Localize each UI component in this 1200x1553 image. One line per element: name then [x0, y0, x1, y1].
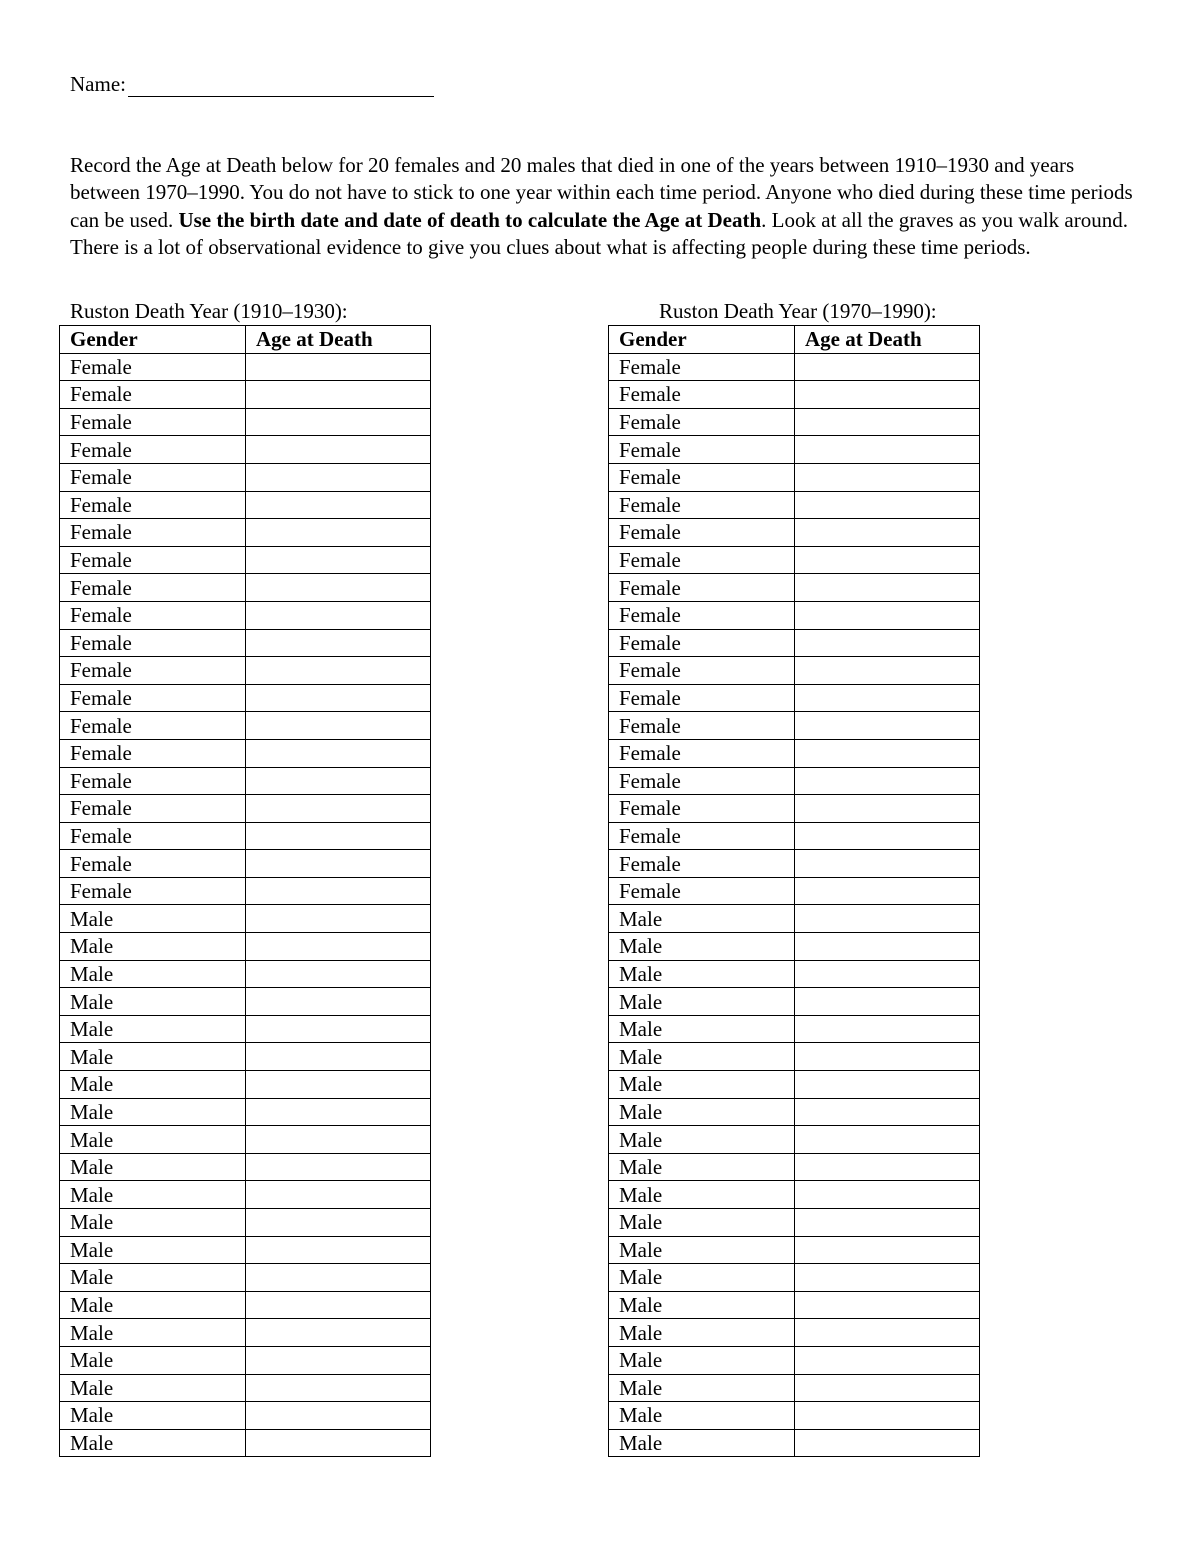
gender-cell: Male	[609, 960, 795, 988]
table-row	[60, 933, 431, 961]
gender-cell: Female	[60, 574, 246, 602]
age-at-death-cell[interactable]	[795, 546, 980, 574]
table-row	[609, 739, 980, 767]
age-at-death-cell[interactable]	[795, 905, 980, 933]
gender-cell: Male	[609, 1209, 795, 1237]
gender-header: Gender	[60, 326, 246, 354]
name-label: Name:	[70, 72, 126, 96]
age-at-death-cell[interactable]	[795, 712, 980, 740]
table-row	[609, 960, 980, 988]
age-at-death-cell[interactable]	[795, 1236, 980, 1264]
gender-cell: Male	[609, 1429, 795, 1457]
table-row	[609, 408, 980, 436]
age-at-death-cell[interactable]	[246, 795, 431, 823]
table-row	[609, 601, 980, 629]
table-row	[609, 574, 980, 602]
age-table-1910-1930	[59, 325, 431, 1457]
age-at-death-cell[interactable]	[246, 1015, 431, 1043]
table-row	[609, 1153, 980, 1181]
gender-cell: Female	[609, 381, 795, 409]
instructions-text-end: . Look at all the graves as you walk around. There is a lot of observational evidence to give you clues about what is affecting people during these time periods.	[70, 207, 1128, 259]
age-at-death-cell[interactable]	[246, 463, 431, 491]
table-row	[609, 491, 980, 519]
gender-cell: Male	[609, 1346, 795, 1374]
table-row	[609, 1402, 980, 1430]
age-at-death-cell[interactable]	[246, 353, 431, 381]
gender-cell: Male	[609, 933, 795, 961]
table-row	[609, 684, 980, 712]
table-row	[60, 988, 431, 1016]
gender-cell: Female	[609, 408, 795, 436]
table-row	[609, 1126, 980, 1154]
instructions-text: Record the Age at Death below for 20 females and 20 males that died in one of the years between 1910–1930 and years between 1970–1990. You do not have to stick to one year within each time period. Anyone who died during these time periods can be used.	[70, 153, 1133, 232]
table-row	[60, 1098, 431, 1126]
gender-cell: Female	[609, 353, 795, 381]
table-row	[609, 933, 980, 961]
age-at-death-cell[interactable]	[795, 1015, 980, 1043]
table-row	[60, 381, 431, 409]
gender-cell: Male	[60, 960, 246, 988]
table-row	[60, 1346, 431, 1374]
gender-cell: Male	[609, 1015, 795, 1043]
age-at-death-cell[interactable]	[795, 1043, 980, 1071]
gender-cell: Female	[609, 463, 795, 491]
gender-cell: Male	[60, 1319, 246, 1347]
age-at-death-cell[interactable]	[795, 988, 980, 1016]
gender-cell: Male	[60, 1236, 246, 1264]
gender-cell: Male	[60, 1181, 246, 1209]
age-at-death-cell[interactable]	[795, 739, 980, 767]
age-at-death-cell[interactable]	[246, 960, 431, 988]
gender-cell: Female	[60, 795, 246, 823]
table-row	[60, 877, 431, 905]
age-at-death-cell[interactable]	[246, 905, 431, 933]
table-row	[609, 1015, 980, 1043]
age-at-death-cell[interactable]	[246, 739, 431, 767]
age-at-death-cell[interactable]	[246, 546, 431, 574]
gender-cell: Male	[60, 1126, 246, 1154]
gender-cell: Male	[60, 1071, 246, 1099]
table-row	[609, 767, 980, 795]
table-row	[609, 1346, 980, 1374]
table-row	[609, 1209, 980, 1237]
gender-cell: Female	[60, 767, 246, 795]
gender-cell: Male	[60, 933, 246, 961]
table-row	[609, 795, 980, 823]
table-row	[60, 960, 431, 988]
age-at-death-cell[interactable]	[795, 1291, 980, 1319]
gender-cell: Female	[609, 877, 795, 905]
table-row	[609, 850, 980, 878]
age-at-death-cell[interactable]	[246, 1236, 431, 1264]
age-at-death-cell[interactable]	[795, 684, 980, 712]
gender-cell: Male	[60, 1374, 246, 1402]
gender-cell: Male	[609, 1319, 795, 1347]
table-row	[609, 519, 980, 547]
gender-cell: Male	[609, 1126, 795, 1154]
table-row	[609, 657, 980, 685]
age-at-death-cell[interactable]	[246, 1098, 431, 1126]
table-row	[60, 601, 431, 629]
table-row	[60, 1209, 431, 1237]
gender-cell: Female	[609, 795, 795, 823]
instructions-paragraph	[70, 152, 1140, 261]
table-row	[60, 574, 431, 602]
table-row	[609, 1374, 980, 1402]
table-row	[60, 684, 431, 712]
age-at-death-cell[interactable]	[246, 408, 431, 436]
age-at-death-cell[interactable]	[795, 491, 980, 519]
table-row	[60, 850, 431, 878]
gender-cell: Male	[60, 1264, 246, 1292]
table-row	[609, 381, 980, 409]
table-row	[609, 822, 980, 850]
gender-cell: Female	[60, 712, 246, 740]
table-row	[609, 629, 980, 657]
table-title-1970-1990: Ruston Death Year (1970–1990):	[659, 299, 937, 323]
table-row	[609, 1043, 980, 1071]
age-at-death-cell[interactable]	[246, 1429, 431, 1457]
age-at-death-cell[interactable]	[795, 960, 980, 988]
age-table-1970-1990	[608, 325, 980, 1457]
age-at-death-cell[interactable]	[795, 408, 980, 436]
gender-cell: Female	[60, 601, 246, 629]
table-row	[60, 629, 431, 657]
gender-cell: Female	[60, 850, 246, 878]
gender-cell: Female	[60, 684, 246, 712]
age-at-death-cell[interactable]	[246, 1264, 431, 1292]
age-at-death-cell[interactable]	[795, 381, 980, 409]
table-header-row	[609, 326, 980, 354]
age-at-death-cell[interactable]	[795, 1346, 980, 1374]
age-at-death-cell[interactable]	[246, 850, 431, 878]
age-at-death-cell[interactable]	[795, 1264, 980, 1292]
gender-cell: Male	[60, 1209, 246, 1237]
age-at-death-cell[interactable]	[246, 712, 431, 740]
gender-cell: Male	[609, 1098, 795, 1126]
table-row	[609, 1429, 980, 1457]
gender-cell: Male	[60, 1429, 246, 1457]
gender-cell: Female	[609, 546, 795, 574]
gender-cell: Female	[609, 519, 795, 547]
age-at-death-cell[interactable]	[246, 988, 431, 1016]
table-row	[60, 1374, 431, 1402]
gender-cell: Female	[60, 436, 246, 464]
gender-cell: Male	[609, 1264, 795, 1292]
age-at-death-cell[interactable]	[246, 1346, 431, 1374]
table-row	[60, 739, 431, 767]
gender-cell: Female	[609, 739, 795, 767]
gender-header: Gender	[609, 326, 795, 354]
age-at-death-cell[interactable]	[246, 629, 431, 657]
table-row	[60, 1181, 431, 1209]
gender-cell: Male	[60, 1291, 246, 1319]
gender-cell: Male	[60, 988, 246, 1016]
table-header-row	[60, 326, 431, 354]
gender-cell: Male	[60, 1015, 246, 1043]
table-row	[60, 1291, 431, 1319]
age-at-death-cell[interactable]	[795, 1153, 980, 1181]
age-at-death-cell[interactable]	[246, 601, 431, 629]
age-at-death-cell[interactable]	[246, 1291, 431, 1319]
table-row	[609, 353, 980, 381]
age-at-death-cell[interactable]	[795, 657, 980, 685]
gender-cell: Male	[60, 1402, 246, 1430]
age-at-death-cell[interactable]	[795, 1098, 980, 1126]
age-at-death-cell[interactable]	[246, 1374, 431, 1402]
table-row	[609, 1264, 980, 1292]
age-at-death-cell[interactable]	[246, 1181, 431, 1209]
age-at-death-cell[interactable]	[795, 1374, 980, 1402]
gender-cell: Female	[60, 822, 246, 850]
age-at-death-cell[interactable]	[795, 933, 980, 961]
table-row	[60, 436, 431, 464]
table-row	[60, 1153, 431, 1181]
age-at-death-cell[interactable]	[795, 629, 980, 657]
gender-cell: Female	[609, 436, 795, 464]
gender-cell: Female	[609, 822, 795, 850]
age-at-death-cell[interactable]	[795, 1071, 980, 1099]
age-at-death-cell[interactable]	[246, 1153, 431, 1181]
gender-cell: Female	[60, 546, 246, 574]
age-at-death-cell[interactable]	[246, 1126, 431, 1154]
age-at-death-cell[interactable]	[795, 822, 980, 850]
age-at-death-cell[interactable]	[246, 767, 431, 795]
gender-cell: Female	[609, 629, 795, 657]
table-row	[609, 463, 980, 491]
age-at-death-cell[interactable]	[246, 657, 431, 685]
age-at-death-cell[interactable]	[795, 877, 980, 905]
age-at-death-cell[interactable]	[246, 436, 431, 464]
table-row	[60, 463, 431, 491]
age-at-death-cell[interactable]	[246, 822, 431, 850]
table-row	[60, 546, 431, 574]
age-at-death-cell[interactable]	[795, 1209, 980, 1237]
age-at-death-cell[interactable]	[246, 574, 431, 602]
table-row	[60, 1236, 431, 1264]
age-at-death-cell[interactable]	[795, 436, 980, 464]
table-row	[60, 1319, 431, 1347]
table-row	[60, 1264, 431, 1292]
age-at-death-cell[interactable]	[246, 933, 431, 961]
gender-cell: Male	[60, 1043, 246, 1071]
age-at-death-cell[interactable]	[795, 463, 980, 491]
table-row	[609, 905, 980, 933]
table-row	[60, 491, 431, 519]
table-row	[609, 436, 980, 464]
table-row	[609, 712, 980, 740]
table-row	[60, 519, 431, 547]
gender-cell: Female	[609, 850, 795, 878]
age-at-death-cell[interactable]	[246, 1319, 431, 1347]
table-row	[60, 795, 431, 823]
table-row	[609, 1236, 980, 1264]
gender-cell: Female	[609, 767, 795, 795]
table-row	[60, 767, 431, 795]
age-at-death-cell[interactable]	[795, 1429, 980, 1457]
gender-cell: Female	[609, 684, 795, 712]
table-row	[60, 822, 431, 850]
table-row	[60, 1015, 431, 1043]
table-row	[60, 905, 431, 933]
gender-cell: Female	[609, 491, 795, 519]
table-row	[609, 546, 980, 574]
age-at-death-cell[interactable]	[795, 1402, 980, 1430]
gender-cell: Female	[60, 491, 246, 519]
table-row	[609, 1181, 980, 1209]
age-at-death-cell[interactable]	[795, 767, 980, 795]
age-at-death-cell[interactable]	[795, 1319, 980, 1347]
table-row	[60, 1429, 431, 1457]
table-title-1910-1930: Ruston Death Year (1910–1930):	[70, 299, 348, 323]
age-at-death-cell[interactable]	[246, 1209, 431, 1237]
gender-cell: Male	[609, 1291, 795, 1319]
gender-cell: Female	[60, 629, 246, 657]
name-input-line[interactable]	[128, 72, 434, 97]
age-at-death-cell[interactable]	[795, 795, 980, 823]
table-row	[609, 1071, 980, 1099]
age-at-death-cell[interactable]	[246, 877, 431, 905]
age-at-death-cell[interactable]	[795, 519, 980, 547]
age-at-death-cell[interactable]	[795, 574, 980, 602]
table-row	[60, 712, 431, 740]
age-at-death-cell[interactable]	[246, 519, 431, 547]
table-row	[609, 1098, 980, 1126]
gender-cell: Male	[60, 905, 246, 933]
table-row	[60, 1126, 431, 1154]
gender-cell: Male	[609, 988, 795, 1016]
age-at-death-cell[interactable]	[246, 1071, 431, 1099]
table-row	[609, 1291, 980, 1319]
age-at-death-cell[interactable]	[795, 850, 980, 878]
age-at-death-header: Age at Death	[246, 326, 431, 354]
gender-cell: Male	[609, 1374, 795, 1402]
gender-cell: Male	[609, 1236, 795, 1264]
age-at-death-cell[interactable]	[246, 1043, 431, 1071]
gender-cell: Female	[60, 657, 246, 685]
gender-cell: Female	[60, 463, 246, 491]
age-at-death-cell[interactable]	[246, 1402, 431, 1430]
instructions-emphasis: Use the birth date and date of death to calculate the Age at Death	[178, 207, 762, 232]
table-row	[609, 988, 980, 1016]
gender-cell: Female	[609, 657, 795, 685]
age-at-death-cell[interactable]	[246, 381, 431, 409]
gender-cell: Male	[609, 1071, 795, 1099]
table-row	[60, 1043, 431, 1071]
table-row	[609, 1319, 980, 1347]
gender-cell: Male	[609, 1153, 795, 1181]
table-row	[60, 657, 431, 685]
age-at-death-cell[interactable]	[795, 353, 980, 381]
gender-cell: Female	[60, 381, 246, 409]
gender-cell: Female	[60, 519, 246, 547]
age-at-death-cell[interactable]	[795, 601, 980, 629]
gender-cell: Male	[609, 1181, 795, 1209]
gender-cell: Female	[609, 712, 795, 740]
table-row	[609, 877, 980, 905]
table-row	[60, 408, 431, 436]
gender-cell: Female	[609, 601, 795, 629]
gender-cell: Female	[60, 408, 246, 436]
gender-cell: Female	[60, 739, 246, 767]
gender-cell: Male	[609, 1043, 795, 1071]
age-at-death-header: Age at Death	[795, 326, 980, 354]
age-at-death-cell[interactable]	[246, 491, 431, 519]
table-row	[60, 353, 431, 381]
gender-cell: Male	[60, 1098, 246, 1126]
age-at-death-cell[interactable]	[795, 1126, 980, 1154]
gender-cell: Female	[609, 574, 795, 602]
age-at-death-cell[interactable]	[246, 684, 431, 712]
gender-cell: Male	[609, 905, 795, 933]
gender-cell: Male	[60, 1346, 246, 1374]
gender-cell: Male	[609, 1402, 795, 1430]
name-field-row	[70, 72, 434, 97]
table-row	[60, 1402, 431, 1430]
age-at-death-cell[interactable]	[795, 1181, 980, 1209]
gender-cell: Female	[60, 353, 246, 381]
table-row	[60, 1071, 431, 1099]
gender-cell: Male	[60, 1153, 246, 1181]
gender-cell: Female	[60, 877, 246, 905]
